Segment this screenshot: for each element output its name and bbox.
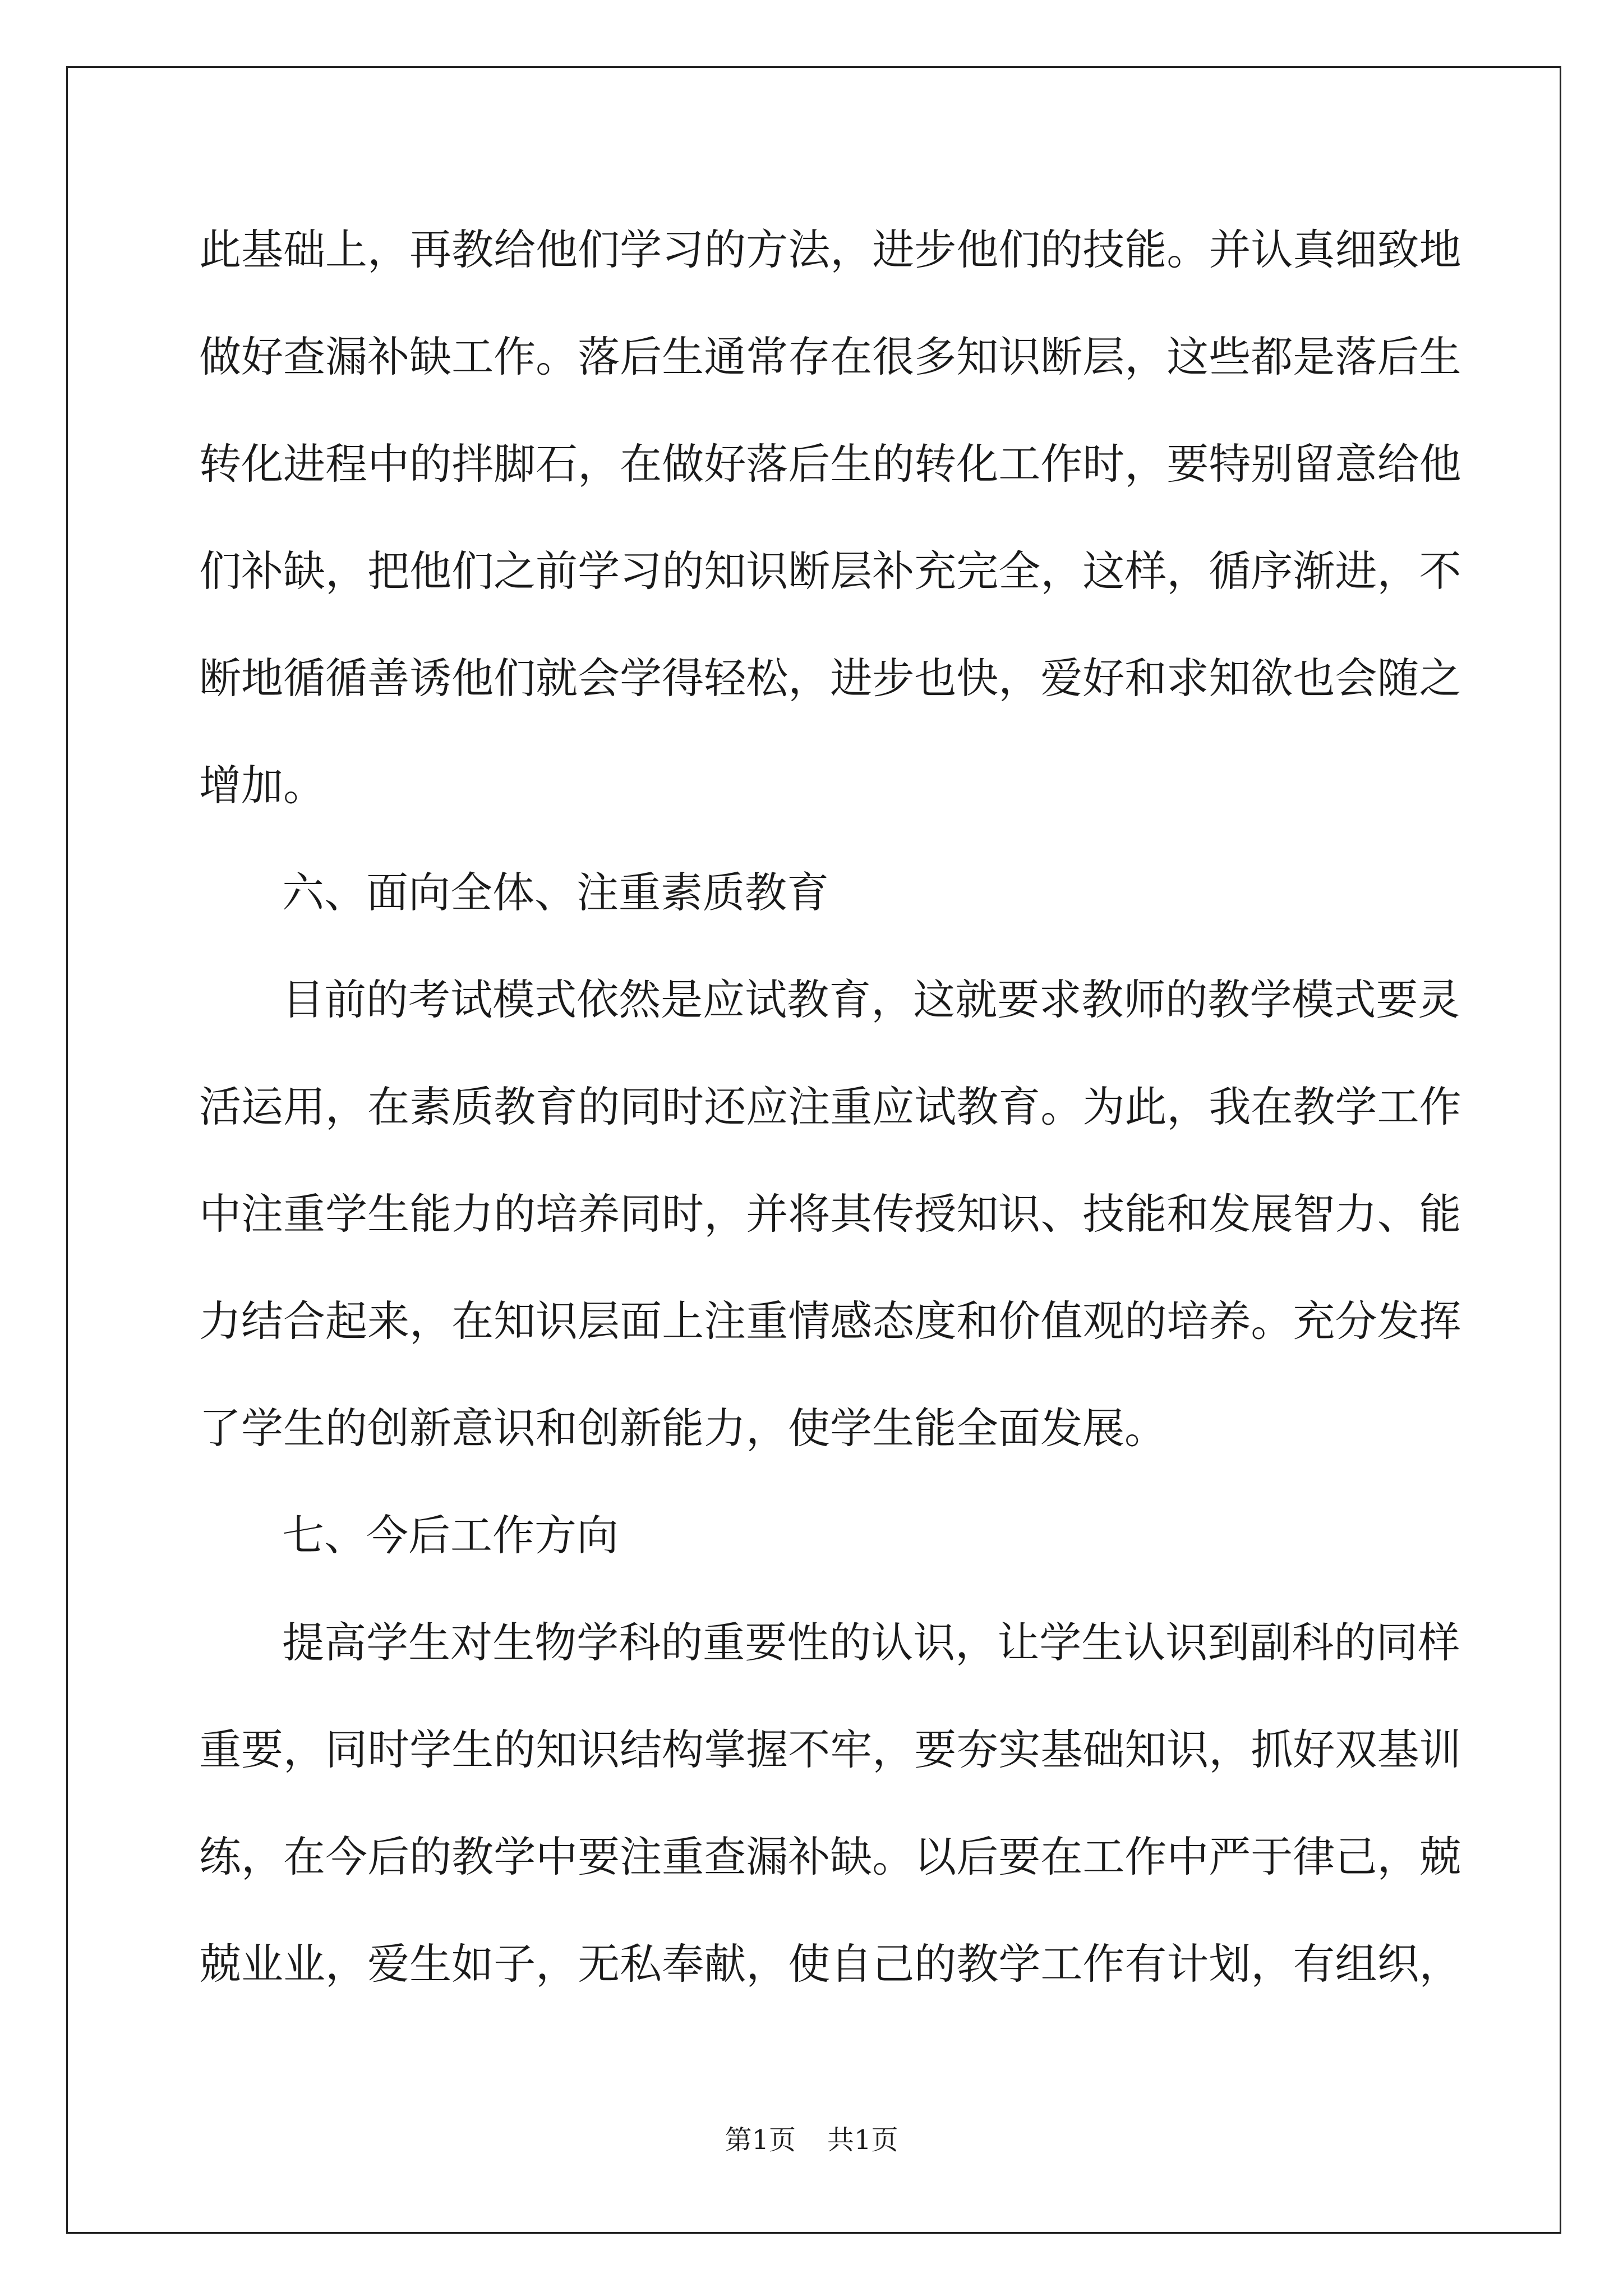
page-border [66,66,1561,2234]
text-line: 中 注 重 学 生 能 力 的 培 养 同 时 ， 并 将 其 传 授 知 识 、 技 能 和 发 展 智 力 、 能 [199,1189,1461,1239]
text-line: 转 化 进 程 中 的 拌 脚 石 ， 在 做 好 落 后 生 的 转 化 工 作 时 ， 要 特 别 留 意 给 他 [199,439,1461,489]
text-line: 力 结 合 起 来 ， 在 知 识 层 面 上 注 重 情 感 态 度 和 价 值 观 的 培 养 。 充 分 发 挥 [199,1296,1461,1346]
text-line: 重 要 ， 同 时 学 生 的 知 识 结 构 掌 握 不 牢 ， 要 夯 实 基 础 知 识 ， 抓 好 双 基 训 [199,1725,1461,1774]
paragraph-first-line: 目 前 的 考 试 模 式 依 然 是 应 试 教 育 ， 这 就 要 求 教 师 的 教 学 模 式 要 灵 [282,975,1460,1024]
total-pages: 共1页 [827,2124,898,2156]
text-line: 做 好 查 漏 补 缺 工 作 。 落 后 生 通 常 存 在 很 多 知 识 断 层 ， 这 些 都 是 落 后 生 [199,332,1461,381]
text-line: 增加。 [199,761,326,810]
text-line: 兢 业 业 ， 爱 生 如 子 ， 无 私 奉 献 ， 使 自 己 的 教 学 工 作 有 计 划 ， 有 组 织 ， [199,1939,1461,1989]
text-line: 此 基 础 上 ， 再 教 给 他 们 学 习 的 方 法 ， 进 步 他 们 的 技 能 。 并 认 真 细 致 地 [199,225,1461,274]
text-line: 了学生的创新意识和创新能力，使学生能全面发展。 [199,1404,1167,1453]
text-line: 练 ， 在 今 后 的 教 学 中 要 注 重 查 漏 补 缺 。 以 后 要 在 工 作 中 严 于 律 己 ， 兢 [199,1832,1461,1881]
text-line: 们 补 缺 ， 把 他 们 之 前 学 习 的 知 识 断 层 补 充 完 全 ， 这 样 ， 循 序 渐 进 ， 不 [199,546,1461,596]
page-footer [0,2123,1623,2157]
section-heading: 七、今后工作方向 [282,1511,619,1560]
paragraph-first-line: 提 高 学 生 对 生 物 学 科 的 重 要 性 的 认 识 ， 让 学 生 认 识 到 副 科 的 同 样 [282,1618,1460,1667]
text-line: 活 运 用 ， 在 素 质 教 育 的 同 时 还 应 注 重 应 试 教 育 。 为 此 ， 我 在 教 学 工 作 [199,1082,1461,1131]
section-heading: 六、面向全体、注重素质教育 [282,868,829,917]
page-number: 第1页 [725,2124,796,2156]
text-line: 断 地 循 循 善 诱 他 们 就 会 学 得 轻 松 ， 进 步 也 快 ， 爱 好 和 求 知 欲 也 会 随 之 [199,654,1461,703]
